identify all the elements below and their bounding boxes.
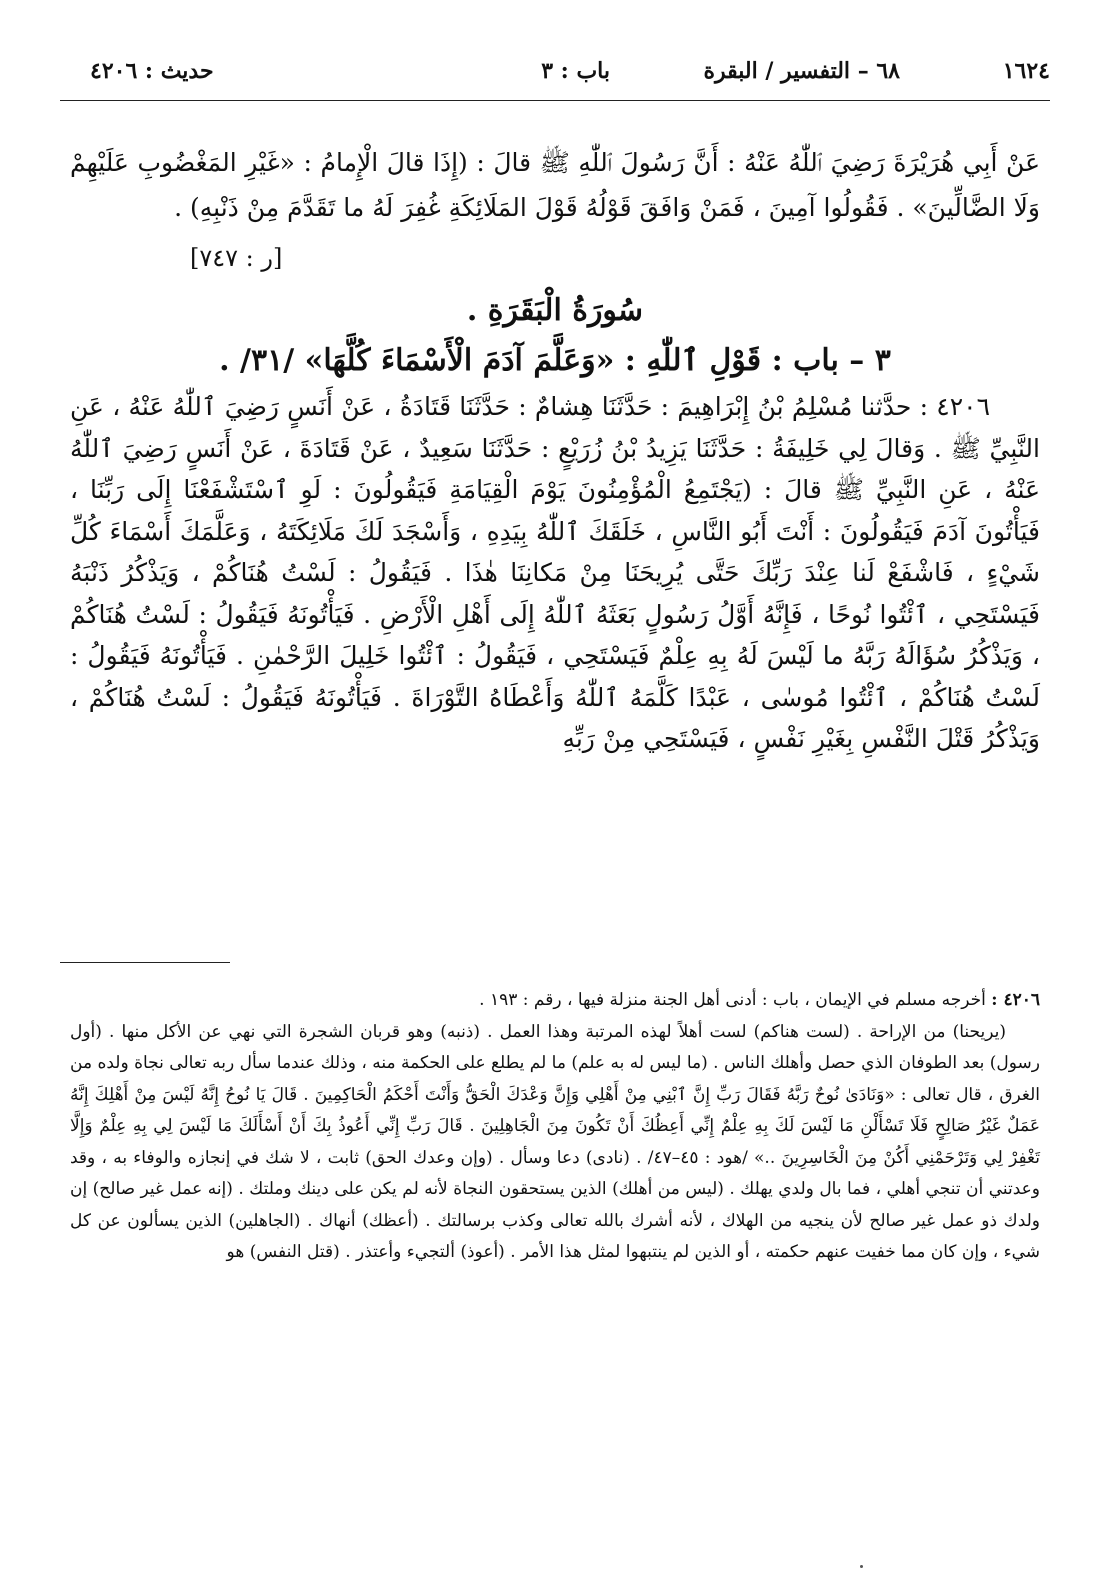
footnote-divider bbox=[60, 962, 230, 963]
book-page bbox=[60, 40, 1050, 1550]
footnote-commentary: (يريحنا) من الإراحة . (لست هناكم) لست أهلاً لهذه المرتبة وهذا العمل . (ذنبه) وهو قربان الشجرة التي نهي عن الأكل منها . (أول رسول) بعد الطوفان الذي حصل وأهلك الناس . (ما ليس له به علم) ما لم يطلع على الحكمة منه ، وذلك عندما سأل ربه تعالى نجاة ولده من الغرق ، قال تعالى : «وَنَادَىٰ نُوحٌ رَبَّهُ فَقَالَ رَبِّ إِنَّ ٱبْنِي مِنْ أَهْلِي وَإِنَّ وَعْدَكَ الْحَقُّ وَأَنْتَ أَحْكَمُ الْحَاكِمِينَ . قَالَ يَا نُوحُ إِنَّهُ لَيْسَ مِنْ أَهْلِكَ إِنَّهُ عَمَلٌ غَيْرُ صَالِحٍ فَلَا تَسْأَلْنِ مَا لَيْسَ لَكَ بِهِ عِلْمٌ إِنِّي أَعِظُكَ أَنْ تَكُونَ مِنَ الْجَاهِلِينَ . قَالَ رَبِّ إِنِّي أَعُوذُ بِكَ أَنْ أَسْأَلَكَ مَا لَيْسَ لِي بِهِ عِلْمٌ وَإِلَّا تَغْفِرْ لِي وَتَرْحَمْنِي أَكُنْ مِنَ الْخَاسِرِينَ ..» /هود : ٤٥–٤٧/ . (نادى) دعا وسأل . (وإن وعدك الحق) ثابت ، لا شك في إنجازه والوفاء به ، وقد وعدتني أن تنجي أهلي ، فما بال ولدي يهلك . (ليس من أهلك) الذين يستحقون النجاة لأنه لم يكن على دينك وملتك . (إنه عمل غير صالح) إن ولدك ذو عمل غير صالح لأن ينجيه من الهلاك ، لأنه أشرك بالله تعالى وكذب برسالتك . (أعظك) أنهاك . (الجاهلين) الذين يسألون عن كل شيء ، وإن كان مما خفيت عنهم حكمته ، أو الذين لم ينتبهوا لمثل هذا الأمر . (أعوذ) ألتجيء وأعتذر . (قتل النفس) هو bbox=[70, 1021, 1040, 1262]
hadith-number-label: حديث : ٤٢٠٦ bbox=[90, 58, 214, 84]
footnote-source-text: أخرجه مسلم في الإيمان ، باب : أدنى أهل الجنة منزلة فيها ، رقم : ١٩٣ . bbox=[479, 990, 986, 1010]
hadith-body: ٤٢٠٦ : حدَّثنا مُسْلِمُ بْنُ إِبْرَاهِيمَ : حَدَّثَنَا هِشامٌ : حَدَّثَنَا قَتَادَةُ ، عَنْ أَنَسٍ رَضِيَ ٱللّٰهُ عَنْهُ ، عَنِ النَّبِيِّ ﷺ . وَقالَ لِي خَلِيفَةُ : حَدَّثَنَا يَزِيدُ بْنُ زُرَيْعٍ : حَدَّثَنَا سَعِيدٌ ، عَنْ قَتَادَةَ ، عَنْ أَنَسٍ رَضِيَ ٱللّٰهُ عَنْهُ ، عَنِ النَّبِيِّ ﷺ قالَ : (يَجْتَمِعُ الْمُؤْمِنُونَ يَوْمَ الْقِيَامَةِ فَيَقُولُونَ : لَوِ ٱسْتَشْفَعْنَا إِلَى رَبِّنَا ، فَيَأْتُونَ آدَمَ فَيَقُولُونَ : أَنْتَ أَبُو النَّاسِ ، خَلَقَكَ ٱللّٰهُ بِيَدِهِ ، وَأَسْجَدَ لَكَ مَلَائِكَتَهُ ، وَعَلَّمَكَ أَسْمَاءَ كُلِّ شَيْءٍ ، فَاشْفَعْ لَنا عِنْدَ رَبِّكَ حَتَّى يُرِيحَنَا مِنْ مَكانِنَا هٰذَا . فَيَقُولُ : لَسْتُ هُنَاكُمْ ، وَيَذْكُرُ ذَنْبَهُ فَيَسْتَحِي ، ٱئْتُوا نُوحًا ، فَإِنَّهُ أَوَّلُ رَسُولٍ بَعَثَهُ ٱللّٰهُ إِلَى أَهْلِ الْأَرْضِ . فَيَأْتُونَهُ فَيَقُولُ : لَسْتُ هُنَاكُمْ ، وَيَذْكُرُ سُؤَالَهُ رَبَّهُ ما لَيْسَ لَهُ بِهِ عِلْمٌ فَيَسْتَحِي ، فَيَقُولُ : ٱئْتُوا خَلِيلَ الرَّحْمٰنِ . فَيَأْتُونَهُ فَيَقُولُ : لَسْتُ هُنَاكُمْ ، ٱئْتُوا مُوسٰى ، عَبْدًا كَلَّمَهُ ٱللّٰهُ وَأَعْطَاهُ التَّوْرَاةَ . فَيَأْتُونَهُ فَيَقُولُ : لَسْتُ هُنَاكُمْ ، وَيَذْكُرُ قَتْلَ النَّفْسِ بِغَيْرِ نَفْسٍ ، فَيَسْتَحِي مِنْ رَبِّهِ bbox=[70, 392, 1041, 753]
header-divider bbox=[60, 100, 1050, 101]
book-section-title: ٦٨ – التفسير / البقرة bbox=[703, 58, 900, 84]
main-text bbox=[70, 140, 1040, 760]
surah-title: سُورَةُ الْبَقَرَةِ . bbox=[466, 293, 644, 328]
intro-hadith-text: عَنْ أَبِي هُرَيْرَةَ رَضِيَ ٱللّٰهُ عَنْهُ : أَنَّ رَسُولَ ٱللّٰهِ ﷺ قالَ : (إِذَا قالَ الْإِمامُ : «غَيْرِ المَغْضُوبِ عَلَيْهِمْ وَلَا الضَّالِّينَ» . فَقُولُوا آمِينَ ، فَمَنْ وَافَقَ قَوْلُهُ قَوْلَ المَلَائِكَةِ غُفِرَ لَهُ ما تَقَدَّمَ مِنْ ذَنْبِهِ) . bbox=[70, 148, 1040, 222]
page-number: ١٦٢٤ bbox=[1002, 58, 1050, 84]
running-header bbox=[60, 58, 1050, 98]
footnote-source bbox=[70, 985, 1040, 1017]
chapter-label: باب : ٣ bbox=[541, 58, 610, 84]
footnote-number: ٤٢٠٦ : bbox=[991, 990, 1040, 1010]
margin-mark bbox=[860, 1565, 863, 1568]
chapter-title: ٣ – باب : قَوْلِ ٱللّٰهِ : «وَعَلَّمَ آدَمَ الْأَسْمَاءَ كُلَّهَا» /٣١/ . bbox=[219, 343, 891, 378]
cross-reference: [ر : ٧٤٧] bbox=[190, 244, 283, 272]
footnotes bbox=[70, 985, 1040, 1269]
